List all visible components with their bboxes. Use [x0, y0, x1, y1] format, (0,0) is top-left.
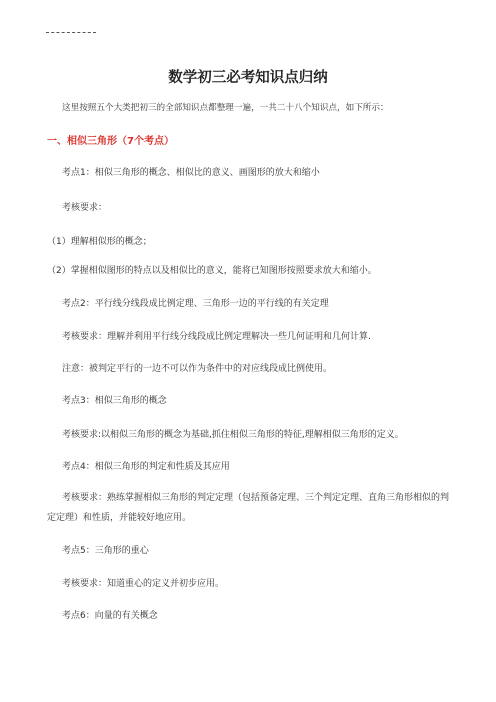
point-3-requirement: 考核要求:以相似三角形的概念为基础,抓住相似三角形的特征,理解相似三角形的定义。	[62, 430, 404, 440]
point-5-requirement: 考核要求：知道重心的定义并初步应用。	[62, 579, 225, 589]
point-2-title: 考点2：平行线分线段成比例定理、三角形一边的平行线的有关定理	[62, 299, 329, 309]
section-heading: 一、相似三角形（7个考点）	[47, 136, 174, 147]
point-1-title: 考点1：相似三角形的概念、相似比的意义、画图形的放大和缩小	[62, 168, 320, 178]
intro-text: 这里按照五个大类把初三的全部知识点都整理一遍，一共二十八个知识点，如下所示：	[62, 103, 389, 113]
point-2-requirement: 考核要求：理解并利用平行线分线段成比例定理解决一些几何证明和几何计算.	[62, 332, 371, 342]
point-5-title: 考点5：三角形的重心	[62, 546, 149, 556]
point-3-title: 考点3：相似三角形的概念	[62, 396, 167, 406]
point-6-title: 考点6：向量的有关概念	[62, 611, 158, 621]
requirement-label: 考核要求：	[62, 203, 108, 213]
page-title: 数学初三必考知识点归纳	[168, 70, 328, 86]
point-4-requirement: 考核要求：熟练掌握相似三角形的判定定理（包括预备定理、三个判定定理、直角三角形相似的判定定理）和性质，并能较好地应用。	[47, 493, 450, 523]
requirement-item-1: （1）理解相似形的概念；	[47, 237, 152, 247]
point-2-note: 注意：被判定平行的一边不可以作为条件中的对应线段成比例使用。	[62, 364, 333, 374]
point-4-title: 考点4：相似三角形的判定和性质及其应用	[62, 462, 230, 472]
header-rule	[46, 32, 96, 33]
requirement-item-2: （2）掌握相似图形的特点以及相似比的意义，能将已知图形按照要求放大和缩小。	[47, 266, 377, 276]
